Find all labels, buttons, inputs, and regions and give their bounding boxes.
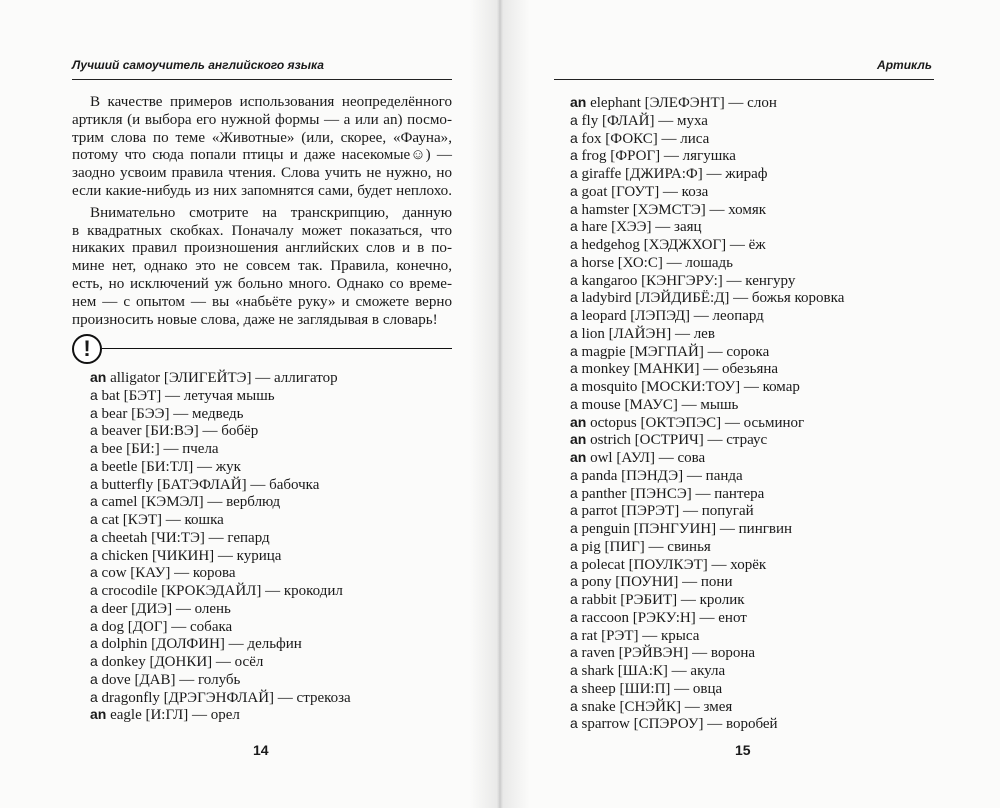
entry-text: bee [БИ:] — пчела [101, 441, 219, 457]
entry-text: horse [ХО:С] — лошадь [581, 254, 734, 271]
entry-text: fox [ФОКС] — лиса [581, 130, 710, 147]
vocab-entry [90, 422, 351, 440]
note-marker [72, 334, 452, 368]
article: an [570, 449, 587, 465]
entry-text: owl [АУЛ] — сова [590, 450, 706, 466]
vocab-entry [570, 502, 844, 520]
article: an [570, 413, 587, 430]
vocab-entry [570, 644, 844, 662]
article: a [570, 608, 578, 625]
vocab-entry [570, 485, 844, 503]
vocab-entry [90, 440, 351, 458]
article: a [570, 555, 578, 572]
entry-text: butterfly [БАТЭФЛАЙ] — бабочка [101, 476, 320, 493]
article: an [570, 94, 587, 110]
vocab-entry [570, 627, 844, 645]
vocab-entry [570, 431, 844, 449]
article: a [90, 386, 98, 403]
vocab-entry [570, 591, 844, 609]
entry-text: beaver [БИ:ВЭ] — бобёр [101, 423, 259, 440]
vocab-entry [90, 547, 351, 565]
article: an [90, 706, 107, 723]
vocab-entry [90, 458, 351, 476]
entry-text: dolphin [ДОЛФИН] — дельфин [101, 636, 302, 653]
vocab-entry [90, 689, 351, 707]
article: a [90, 670, 98, 687]
vocab-entry [570, 165, 844, 183]
entry-text: parrot [ПЭРЭТ] — попугай [581, 503, 754, 520]
text-line: нем — с опытом — вы «набьёте руку» и сможете верно [72, 293, 452, 310]
entry-text: bear [БЭЭ] — медведь [101, 405, 244, 422]
entry-text: rat [РЭТ] — крыса [581, 627, 700, 644]
article: a [570, 484, 578, 501]
vocab-entry [90, 369, 351, 387]
article: a [90, 493, 98, 510]
article: a [90, 404, 98, 421]
article: a [90, 440, 98, 456]
entry-text: hamster [ХЭМСТЭ] — хомяк [581, 201, 767, 218]
vocab-entry [570, 289, 844, 307]
entry-text: magpie [МЭГПАЙ] — сорока [581, 343, 770, 360]
text-line: в квадратных скобках. Поначалу может показаться, что [72, 222, 452, 239]
text-line: произносить новые слова, даже не заглядывая в словарь! [72, 311, 438, 328]
vocab-entry [570, 94, 844, 112]
vocab-entry [570, 556, 844, 574]
article: a [90, 582, 98, 598]
article: a [90, 457, 98, 474]
entry-text: leopard [ЛЭПЭД] — леопард [581, 308, 764, 324]
entry-text: cat [КЭТ] — кошка [101, 512, 224, 528]
vocab-entry [570, 130, 844, 148]
entry-text: sparrow [СПЭРОУ] — воробей [581, 716, 778, 733]
article: a [90, 653, 98, 669]
vocab-entry [570, 662, 844, 680]
article: a [570, 395, 578, 412]
vocab-entry [90, 618, 351, 636]
article: a [570, 378, 578, 394]
article: a [570, 271, 578, 288]
article: a [570, 466, 578, 483]
vocab-entry [570, 573, 844, 591]
vocab-entry [570, 218, 844, 236]
vocab-entry [570, 680, 844, 698]
vocabulary-list [570, 94, 844, 733]
text-line: мине нет, однако это не совсем так. Правила, конечно, [72, 258, 452, 275]
entry-text: chicken [ЧИКИН] — курица [101, 547, 282, 564]
article: a [570, 182, 578, 199]
entry-text: camel [КЭМЭЛ] — верблюд [101, 494, 281, 511]
entry-text: rabbit [РЭБИТ] — кролик [581, 592, 745, 608]
article: a [570, 289, 578, 306]
vocab-entry [570, 183, 844, 201]
article: a [570, 715, 578, 732]
entry-text: ostrich [ОСТРИЧ] — страус [590, 432, 768, 449]
entry-text: giraffe [ДЖИРА:Ф] — жираф [581, 166, 768, 182]
paragraph [72, 94, 452, 201]
exclamation-icon: ! [72, 334, 102, 364]
entry-text: penguin [ПЭНГУИН] — пингвин [581, 521, 793, 537]
article: a [570, 218, 578, 235]
entry-text: cow [КАУ] — корова [101, 565, 236, 582]
entry-text: bat [БЭТ] — летучая мышь [101, 387, 275, 404]
left-page [0, 0, 498, 808]
article: a [570, 573, 578, 590]
article: a [90, 511, 98, 527]
vocab-entry [570, 609, 844, 627]
article: a [570, 591, 578, 607]
entry-text: hare [ХЭЭ] — заяц [581, 219, 702, 236]
vocabulary-list [90, 369, 351, 724]
article: a [90, 635, 98, 652]
article: a [90, 475, 98, 492]
page-number: 14 [253, 742, 269, 758]
note-divider [102, 348, 452, 349]
vocab-entry [90, 671, 351, 689]
vocab-entry [570, 325, 844, 343]
vocab-entry [90, 653, 351, 671]
entry-text: fly [ФЛАЙ] — муха [581, 112, 708, 129]
entry-text: raccoon [РЭКУ:Н] — енот [581, 609, 747, 626]
vocab-entry [570, 467, 844, 485]
vocab-entry [570, 307, 844, 325]
running-head: Артикль [877, 58, 932, 72]
vocab-entry [570, 254, 844, 272]
article: a [570, 200, 578, 217]
entry-text: donkey [ДОНКИ] — осёл [101, 654, 264, 670]
article: a [570, 129, 578, 146]
vocab-entry [570, 112, 844, 130]
article: a [90, 528, 98, 545]
article: a [570, 697, 578, 714]
article: a [90, 546, 98, 563]
article: a [570, 253, 578, 270]
article: a [570, 324, 578, 341]
entry-text: raven [РЭЙВЭН] — ворона [581, 645, 756, 662]
vocab-entry [90, 706, 351, 724]
header-rule [554, 79, 934, 80]
vocab-entry [570, 272, 844, 290]
text-line: заодно усвоим правила чтения. Слова учить не нужно, но [72, 165, 452, 182]
entry-text: beetle [БИ:ТЛ] — жук [101, 458, 241, 475]
entry-text: snake [СНЭЙК] — змея [581, 698, 733, 715]
entry-text: crocodile [КРОКЭДАЙЛ] — крокодил [101, 583, 343, 599]
vocab-entry [570, 396, 844, 414]
entry-text: ladybird [ЛЭЙДИБЁ:Д] — божья коровка [581, 290, 845, 307]
vocab-entry [90, 493, 351, 511]
text-line: артикля (и выбора его нужной формы — a или an) посмо- [72, 111, 452, 128]
entry-text: dove [ДАВ] — голубь [101, 671, 241, 688]
vocab-entry [570, 449, 844, 467]
vocab-entry [90, 582, 351, 600]
article: a [90, 617, 98, 634]
text-line: Внимательно смотрите на транскрипцию, данную [90, 204, 452, 221]
vocab-entry [90, 635, 351, 653]
vocab-entry [90, 476, 351, 494]
article: a [570, 679, 578, 696]
article: a [570, 342, 578, 359]
entry-text: mosquito [МОСКИ:ТОУ] — комар [581, 379, 800, 395]
article: an [570, 431, 587, 448]
vocab-entry [570, 538, 844, 556]
vocab-entry [570, 343, 844, 361]
vocab-entry [570, 360, 844, 378]
entry-text: panda [ПЭНДЭ] — панда [581, 467, 743, 484]
entry-text: frog [ФРОГ] — лягушка [581, 148, 736, 165]
entry-text: panther [ПЭНСЭ] — пантера [581, 485, 765, 502]
article: a [570, 644, 578, 661]
text-line: В качестве примеров использования неопределённого [90, 94, 452, 110]
article: an [90, 369, 107, 385]
entry-text: kangaroo [КЭНГЭРУ:] — кенгуру [581, 272, 796, 289]
vocab-entry [570, 715, 844, 733]
text-line: если какие-нибудь из них запомнятся сами, будет неплохо. [72, 182, 452, 199]
vocab-entry [90, 600, 351, 618]
entry-text: polecat [ПОУЛКЭТ] — хорёк [581, 556, 767, 573]
vocab-entry [570, 414, 844, 432]
article: a [570, 307, 578, 323]
article: a [90, 599, 98, 616]
entry-text: pig [ПИГ] — свинья [581, 538, 711, 555]
vocab-entry [90, 511, 351, 529]
page-number: 15 [735, 742, 751, 758]
text-line: есть, но исключений уж больно много. Однако со време- [72, 275, 452, 292]
vocab-entry [570, 236, 844, 254]
vocab-entry [90, 564, 351, 582]
article: a [90, 422, 98, 439]
article: a [90, 688, 98, 705]
article: a [570, 111, 578, 128]
article: a [570, 537, 578, 554]
entry-text: mouse [МАУС] — мышь [581, 396, 739, 413]
article: a [570, 165, 578, 181]
vocab-entry [570, 698, 844, 716]
entry-text: elephant [ЭЛЕФЭНТ] — слон [590, 95, 777, 111]
entry-text: cheetah [ЧИ:ТЭ] — гепард [101, 529, 270, 546]
entry-text: goat [ГОУТ] — коза [581, 183, 709, 200]
vocab-entry [90, 387, 351, 405]
entry-text: sheep [ШИ:П] — овца [581, 680, 723, 697]
vocab-entry [90, 405, 351, 423]
text-line: никаких правил произношения английских слов и в по- [72, 240, 452, 257]
entry-text: alligator [ЭЛИГЕЙТЭ] — аллигатор [110, 370, 338, 386]
entry-text: pony [ПОУНИ] — пони [581, 574, 733, 591]
vocab-entry [570, 520, 844, 538]
entry-text: shark [ША:К] — акула [581, 663, 726, 679]
intro-text [72, 94, 452, 329]
text-line: потому что сюда попали птицы и даже насекомые☺) — [72, 147, 452, 164]
vocab-entry [570, 201, 844, 219]
article: a [570, 502, 578, 519]
entry-text: deer [ДИЭ] — олень [101, 600, 231, 617]
article: a [570, 236, 578, 252]
article: a [570, 360, 578, 377]
article: a [90, 564, 98, 581]
vocab-entry [570, 147, 844, 165]
article: a [570, 520, 578, 536]
article: a [570, 626, 578, 643]
right-page [502, 0, 1000, 808]
entry-text: lion [ЛАЙЭН] — лев [581, 325, 715, 342]
entry-text: dog [ДОГ] — собака [101, 618, 233, 635]
article: a [570, 147, 578, 164]
entry-text: octopus [ОКТЭПЭС] — осьминог [590, 414, 805, 431]
vocab-entry [90, 529, 351, 547]
article: a [570, 662, 578, 678]
entry-text: monkey [МАНКИ] — обезьяна [581, 361, 779, 378]
vocab-entry [570, 378, 844, 396]
paragraph [72, 205, 452, 330]
text-line: трим слова по теме «Животные» (или, скорее, «Фауна», [72, 129, 452, 146]
header-rule [72, 79, 452, 80]
entry-text: hedgehog [ХЭДЖХОГ] — ёж [581, 237, 766, 253]
entry-text: eagle [И:ГЛ] — орел [110, 707, 240, 724]
running-head: Лучший самоучитель английского языка [72, 58, 324, 72]
entry-text: dragonfly [ДРЭГЭНФЛАЙ] — стрекоза [101, 689, 351, 706]
